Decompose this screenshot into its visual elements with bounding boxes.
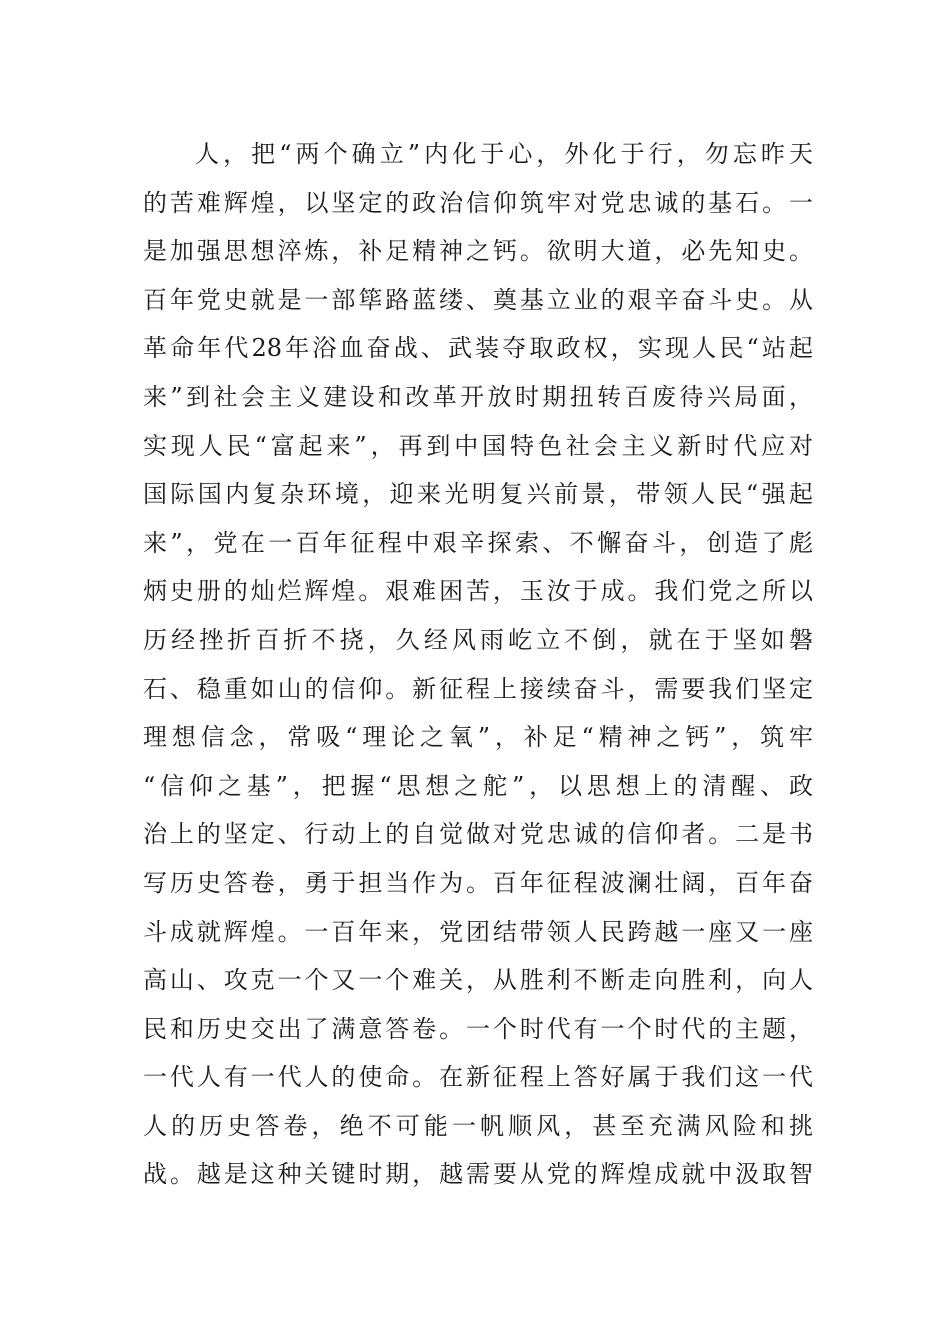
text-line: 斗成就辉煌。一百年来，党团结带领人民跨越一座又一座 xyxy=(143,917,813,946)
text-line: 高山、攻克一个又一个难关，从胜利不断走向胜利，向人 xyxy=(143,966,813,995)
text-line: 历经挫折百折不挠，久经风雨屹立不倒，就在于坚如磐 xyxy=(143,625,813,654)
text-line: 一代人有一代人的使命。在新征程上答好属于我们这一代 xyxy=(143,1063,813,1092)
text-line: 的苦难辉煌，以坚定的政治信仰筑牢对党忠诚的基石。一 xyxy=(143,188,813,217)
text-line: 治上的坚定、行动上的自觉做对党忠诚的信仰者。二是书 xyxy=(143,820,813,849)
text-line: 实现人民“富起来”，再到中国特色社会主义新时代应对 xyxy=(143,431,813,460)
text-line: 百年党史就是一部筚路蓝缕、奠基立业的艰辛奋斗史。从 xyxy=(143,285,813,314)
text-line: 来”，党在一百年征程中艰辛探索、不懈奋斗，创造了彪 xyxy=(143,528,813,557)
text-line: 石、稳重如山的信仰。新征程上接续奋斗，需要我们坚定 xyxy=(143,674,813,703)
text-line: 炳史册的灿烂辉煌。艰难困苦，玉汝于成。我们党之所以 xyxy=(143,577,813,606)
text-line: 是加强思想淬炼，补足精神之钙。欲明大道，必先知史。 xyxy=(143,237,813,266)
text-line: “信仰之基”，把握“思想之舵”，以思想上的清醒、政 xyxy=(143,771,813,800)
text-line: 来”到社会主义建设和改革开放时期扭转百废待兴局面， xyxy=(143,382,813,411)
text-line: 人，把“两个确立”内化于心，外化于行，勿忘昨天 xyxy=(195,140,813,168)
text-line: 战。越是这种关键时期，越需要从党的辉煌成就中汲取智 xyxy=(143,1160,813,1189)
text-line: 人的历史答卷，绝不可能一帆顺风，甚至充满风险和挑 xyxy=(143,1111,813,1140)
text-line: 理想信念，常吸“理论之氧”，补足“精神之钙”，筑牢 xyxy=(143,723,813,752)
text-line: 写历史答卷，勇于担当作为。百年征程波澜壮阔，百年奋 xyxy=(143,868,813,897)
body-paragraph xyxy=(143,130,813,1199)
text-line: 革命年代28年浴血奋战、武装夺取政权，实现人民“站起 xyxy=(143,334,813,363)
text-line: 国际国内复杂环境，迎来光明复兴前景，带领人民“强起 xyxy=(143,480,813,509)
text-line: 民和历史交出了满意答卷。一个时代有一个时代的主题， xyxy=(143,1014,813,1043)
